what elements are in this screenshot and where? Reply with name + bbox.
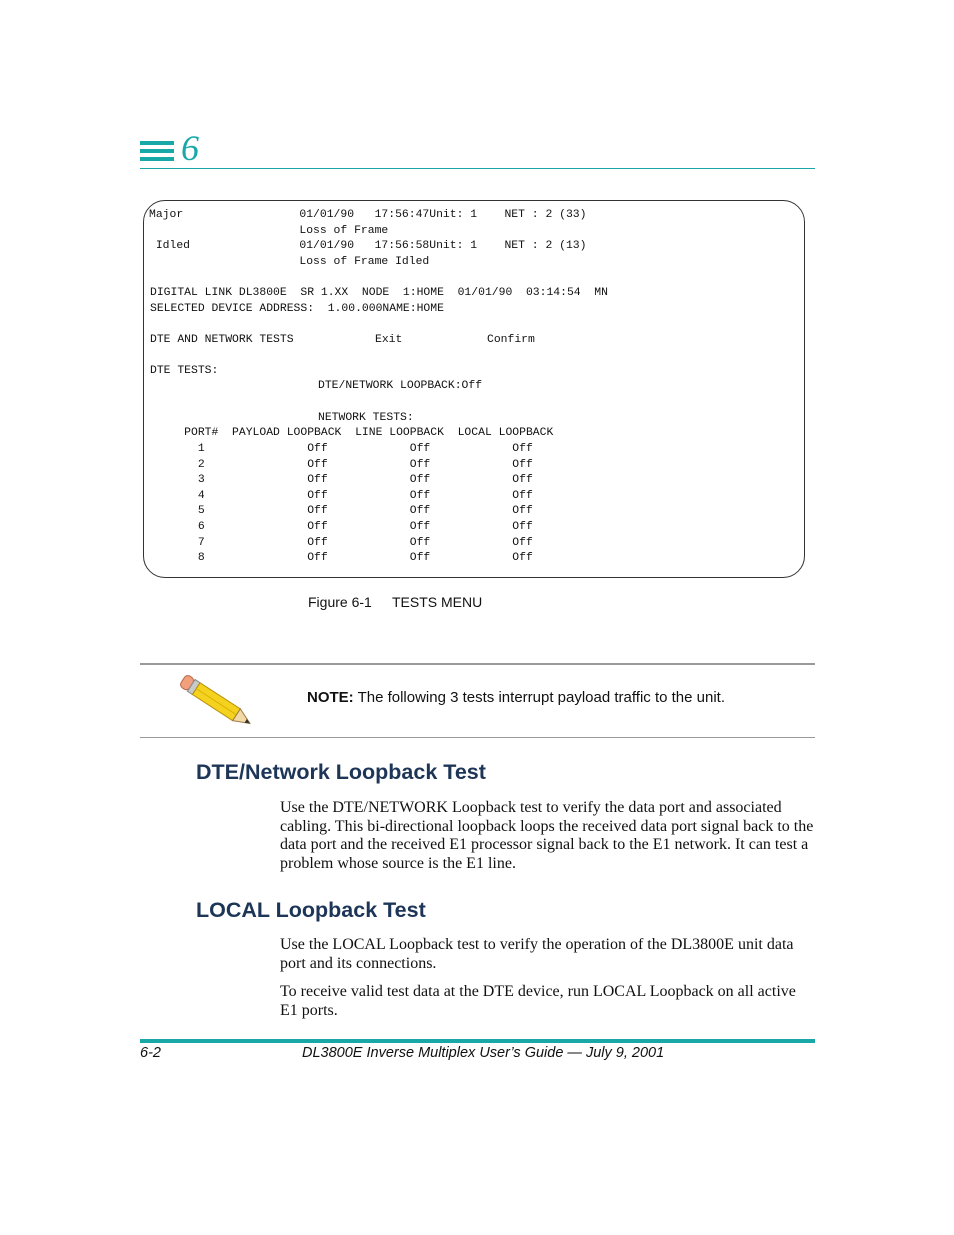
page-number: 6-2	[140, 1045, 161, 1061]
figure-title: TESTS MENU	[392, 594, 483, 610]
terminal-alarm-line-1: Major 01/01/90 17:56:47Unit: 1 NET : 2 (33)	[149, 209, 587, 221]
terminal-port-row[interactable]: 1 Off Off Off	[150, 443, 533, 455]
terminal-port-row[interactable]: 2 Off Off Off	[150, 458, 533, 471]
terminal-network-tests-label: NETWORK TESTS:	[318, 412, 414, 424]
terminal-port-row[interactable]: 7 Off Off Off	[150, 536, 533, 549]
chapter-marker-bars	[140, 141, 174, 165]
section-paragraph: Use the LOCAL Loopback test to verify the operation of the DL3800E unit data port and its connections.	[280, 936, 794, 972]
terminal-device-line: DIGITAL LINK DL3800E SR 1.XX NODE 1:HOME 01/01/90 03:14:54 MN	[150, 287, 608, 299]
footer-document-title: DL3800E Inverse Multiplex User’s Guide — July 9, 2001	[302, 1045, 665, 1061]
pencil-icon	[170, 672, 260, 732]
terminal-port-row[interactable]: 3 Off Off Off	[150, 474, 533, 487]
note-label: NOTE:	[307, 689, 354, 706]
chapter-rule	[140, 168, 815, 169]
terminal-alarm-line-2: Loss of Frame	[149, 224, 389, 237]
terminal-dte-tests-label: DTE TESTS:	[150, 365, 219, 377]
terminal-alarm-line-3: Idled 01/01/90 17:56:58Unit: 1 NET : 2 (13)	[149, 240, 587, 253]
terminal-dte-loopback-field[interactable]: DTE/NETWORK LOOPBACK:Off	[318, 380, 483, 392]
section-paragraph: Use the DTE/NETWORK Loopback test to verify the data port and associated cabling. This bi-directional loopback loops the received data port signal back to the data port and the received E1 processor signal back to the E1 network. It can test a problem whose source is the E1 line.	[280, 799, 814, 873]
terminal-port-row[interactable]: 6 Off Off Off	[150, 521, 533, 533]
terminal-table-header: PORT# PAYLOAD LOOPBACK LINE LOOPBACK LOCAL LOOPBACK	[150, 427, 554, 439]
terminal-port-row[interactable]: 4 Off Off Off	[150, 489, 533, 502]
footer-rule	[140, 1039, 815, 1043]
chapter-number: 6	[181, 128, 199, 168]
section-paragraph: To receive valid test data at the DTE device, run LOCAL Loopback on all active E1 ports.	[280, 983, 796, 1019]
note-bottom-rule	[140, 737, 815, 738]
note-text	[307, 689, 725, 706]
terminal-port-row[interactable]: 8 Off Off Off	[150, 552, 533, 565]
note-top-rule	[140, 663, 815, 665]
section-heading-local-loopback: LOCAL Loopback Test	[196, 898, 426, 922]
note-body: The following 3 tests interrupt payload traffic to the unit.	[353, 689, 725, 706]
terminal-address-line: SELECTED DEVICE ADDRESS: 1.00.000NAME:HOME	[150, 302, 444, 315]
terminal-port-row[interactable]: 5 Off Off Off	[150, 505, 533, 518]
terminal-confirm-option[interactable]: Confirm	[487, 334, 535, 346]
terminal-alarm-line-4: Loss of Frame Idled	[149, 255, 430, 268]
terminal-menu-title: DTE AND NETWORK TESTS	[150, 334, 294, 346]
section-heading-dte-network: DTE/Network Loopback Test	[196, 760, 486, 784]
figure-label: Figure 6-1	[308, 594, 372, 610]
terminal-exit-option[interactable]: Exit	[375, 334, 403, 346]
